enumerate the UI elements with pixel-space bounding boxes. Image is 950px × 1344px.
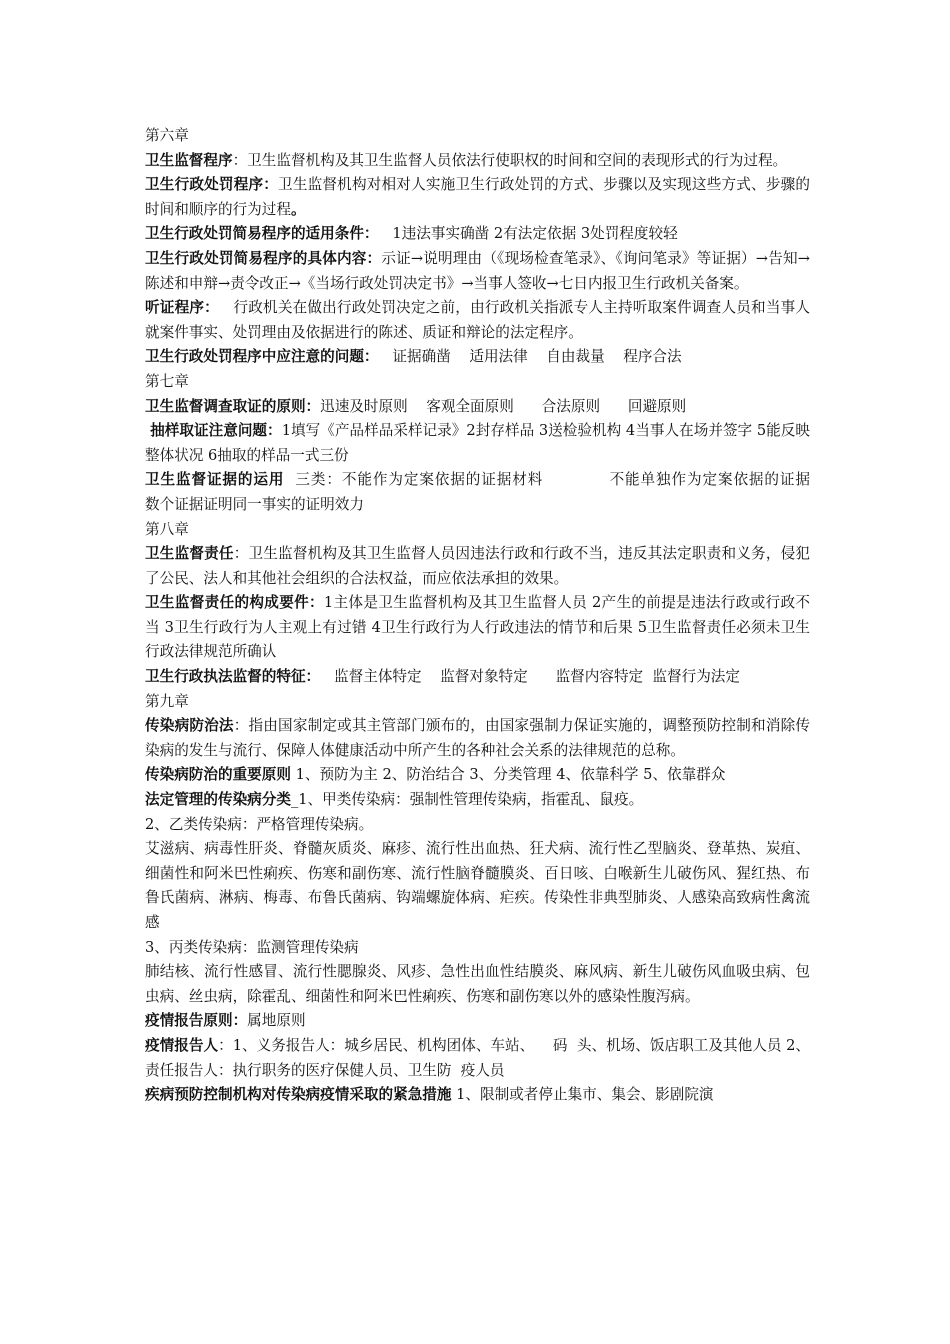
definition: 监督主体特定 监督对象特定 监督内容特定 监督行为法定 [320, 668, 740, 686]
term: 疫情报告原则： [145, 1012, 248, 1030]
definition: 证据确凿 适用法律 自由裁量 程序合法 [378, 348, 682, 366]
paragraph [145, 173, 810, 222]
term: 卫生监督证据的运用 [145, 471, 285, 489]
chapter-6-heading: 第六章 [145, 127, 189, 144]
term: 卫生行政处罚程序： [145, 176, 279, 194]
definition: ：1、义务报告人：城乡居民、机构团体、车站、 码 头、机场、饭店职工及其他人员 2、责任报告人：执行职务的医疗保健人员、卫生防 疫人员 [145, 1036, 810, 1079]
paragraph [145, 419, 810, 468]
definition: 卫生监督机构对相对人实施卫生行政处罚的方式、步骤以及实现这些方式、步骤的时间和顺序的行为过程 [145, 176, 810, 218]
paragraph [145, 1083, 810, 1108]
paragraph [145, 1009, 810, 1034]
definition: ：指由国家制定或其主管部门颁布的，由国家强制力保证实施的，调整预防控制和消除传染病的发生与流行、保障人体健康活动中所产生的各种社会关系的法律规范的总称。 [145, 717, 810, 759]
definition: 行政机关在做出行政处罚决定之前，由行政机关指派专人主持听取案件调查人员和当事人就案件事实、处罚理由及依据进行的陈述、质证和辩论的法定程序。 [145, 299, 810, 341]
paragraph [145, 714, 810, 763]
definition: ：卫生监督机构及其卫生监督人员依法行使职权的时间和空间的表现形式的行为过程。 [232, 151, 788, 169]
definition: 迅速及时原则 客观全面原则 合法原则 回避原则 [320, 397, 687, 415]
chapter-7-heading: 第七章 [145, 372, 189, 390]
paragraph [145, 591, 810, 665]
paragraph [145, 149, 810, 174]
paragraph: 艾滋病、病毒性肝炎、脊髓灰质炎、麻疹、流行性出血热、狂犬病、流行性乙型脑炎、登革热、炭疽、细菌性和阿米巴性痢疾、伤寒和副伤寒、流行性脑脊髓膜炎、百日咳、白喉新生儿破伤风、猩红热、布鲁氏菌病、淋病、梅毒、布鲁氏菌病、钩端螺旋体病、疟疾。传染性非典型肺炎、人感染高致病性禽流感 [145, 840, 810, 931]
term: 卫生监督责任的构成要件： [145, 594, 324, 612]
term: 传染病防治的重要原则 [145, 766, 291, 784]
definition: 属地原则 [247, 1012, 306, 1030]
definition: ：卫生监督机构及其卫生监督人员因违法行政和行政不当，违反其法定职责和义务，侵犯了公民、法人和其他社会组织的合法权益，而应依法承担的效果。 [145, 545, 810, 587]
term: 疫情报告人 [145, 1036, 219, 1054]
paragraph [145, 296, 810, 345]
paragraph [145, 763, 810, 788]
paragraph [145, 345, 810, 370]
definition: 1、限制或者停止集市、集会、影剧院演 [451, 1086, 714, 1104]
period: 。 [290, 200, 306, 218]
definition: _1、甲类传染病：强制性管理传染病，指霍乱、鼠疫。 [290, 791, 644, 809]
chapter-9-heading: 第九章 [145, 692, 189, 710]
term: 卫生行政处罚程序中应注意的问题： [145, 348, 379, 366]
term: 卫生监督调查取证的原则： [145, 397, 321, 415]
term: 卫生行政执法监督的特征： [145, 668, 321, 686]
term: 抽样取证注意问题： [145, 422, 282, 440]
definition: 1违法事实确凿 2有法定依据 3处罚程度较轻 [378, 225, 678, 243]
term: 卫生行政处罚简易程序的具体内容： [145, 249, 382, 267]
definition: 示证→说明理由（《现场检查笔录》、《询问笔录》等证据）→告知→陈述和申辩→责令改正→《当场行政处罚决定书》→当事人签收→七日内报卫生行政机关备案。 [145, 249, 810, 292]
paragraph [145, 665, 810, 690]
paragraph [145, 395, 810, 420]
term: 卫生行政处罚简易程序的适用条件： [145, 225, 379, 243]
paragraph [145, 542, 810, 591]
term: 卫生监督责任 [145, 545, 234, 563]
term: 卫生监督程序 [145, 151, 233, 169]
definition: 1填写《产品样品采样记录》2封存样品 3送检验机构 4当事人在场并签字 5能反映整体状况 6抽取的样品一式三份 [145, 422, 810, 464]
term: 传染病防治法 [145, 717, 234, 735]
term: 疾病预防控制机构对传染病疫情采取的紧急措施 [145, 1086, 452, 1104]
term: 法定管理的传染病分类 [145, 791, 291, 809]
paragraph [145, 468, 866, 517]
definition: 三类：不能作为定案依据的证据材料 不能单独作为定案依据的证据 数个证据证明同一事实的证明效力 [145, 471, 866, 513]
paragraph [145, 1034, 810, 1083]
paragraph [145, 788, 810, 813]
paragraph: 3、丙类传染病：监测管理传染病 [145, 938, 359, 956]
paragraph [145, 247, 810, 296]
paragraph: 2、乙类传染病：严格管理传染病。 [145, 815, 374, 833]
term: 听证程序： [145, 299, 219, 317]
paragraph: 肺结核、流行性感冒、流行性腮腺炎、风疹、急性出血性结膜炎、麻风病、新生儿破伤风血吸虫病、包虫病、丝虫病，除霍乱、细菌性和阿米巴性痢疾、伤寒和副伤寒以外的感染性腹泻病。 [145, 963, 810, 1005]
paragraph [145, 222, 810, 247]
definition: 1主体是卫生监督机构及其卫生监督人员 2产生的前提是违法行政或行政不当 3卫生行政行为人主观上有过错 4卫生行政行为人行政违法的情节和后果 5卫生监督责任必须未卫生行政法律规范所确认 [145, 594, 810, 661]
chapter-8-heading: 第八章 [145, 520, 189, 538]
definition: 1、预防为主 2、防治结合 3、分类管理 4、依靠科学 5、依靠群众 [290, 766, 726, 784]
document-body [145, 124, 866, 1108]
